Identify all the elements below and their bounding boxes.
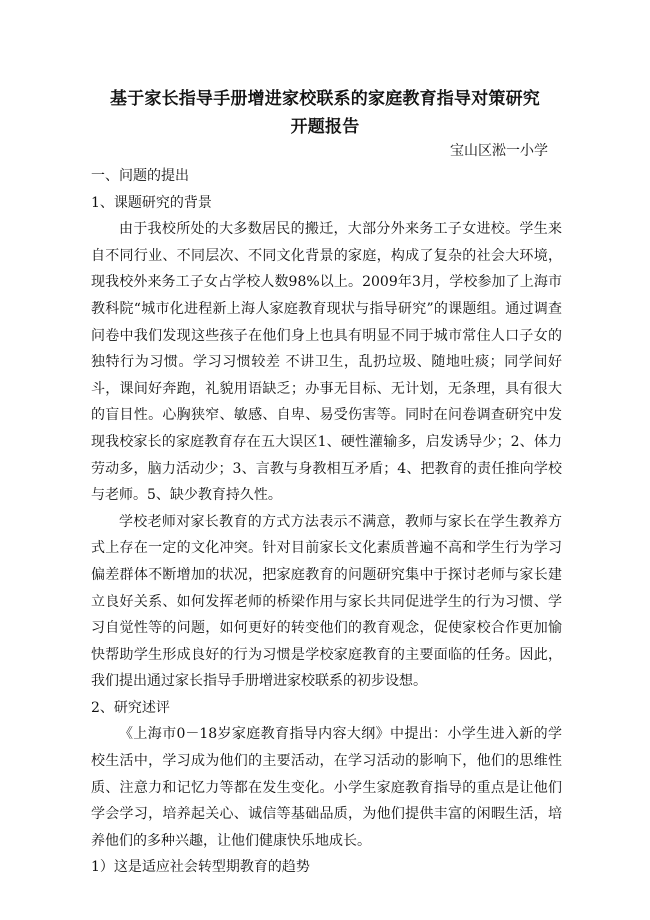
document-body (91, 163, 562, 881)
subsection-heading-review: 2、研究述评 (91, 699, 170, 716)
subsection-heading-background: 1、课题研究的背景 (91, 194, 212, 211)
document-title: 基于家长指导手册增进家校联系的家庭教育指导对策研究 (110, 89, 540, 109)
author-school: 宝山区淞一小学 (450, 143, 548, 159)
document-subtitle: 开题报告 (290, 117, 360, 137)
paragraph-teacher-parent: 学校老师对家长教育的方式方法表示不满意，教师与家长在学生教养方式上存在一定的文化冲突。针对目前家长文化素质普遍不高和学生行为学习偏差群体不断增加的状况，把家庭教育的问题研究集中于探讨老师与家长建立良好关系、如何发挥老师的桥梁作用与家长共同促进学生的行为习惯、学习自觉性等的问题，如何更好的转变他们的教育观念，促使家校合作更加愉快帮助学生形成良好的行为习惯是学校家庭教育的主要面临的任务。因此，我们提出通过家长指导手册增进家校联系的初步设想。 (91, 513, 562, 690)
section-heading: 一、问题的提出 (91, 168, 189, 184)
paragraph-review: 《上海市0－18岁家庭教育指导内容大纲》中提出：小学生进入新的学校生活中，学习成为他们的主要活动，在学习活动的影响下，他们的思维性质、注意力和记忆力等都在发生变化。小学生家庭教育指导的重点是让他们学会学习，培养起关心、诚信等基础品质，为他们提供丰富的闲暇生活，培养他们的多种兴趣，让他们健康快乐地成长。 (91, 726, 562, 849)
paragraph-background: 由于我校所处的大多数居民的搬迁，大部分外来务工子女进校。学生来自不同行业、不同层次、不同文化背景的家庭，构成了复杂的社会大环境，现我校外来务工子女占学校人数98%以上。2009年3月，学校参加了上海市教科院“城市化进程新上海人家庭教育现状与指导研究”的课题组。通过调查问卷中我们发现这些孩子在他们身上也具有明显不同于城市常住人口子女的独特行为习惯。学习习惯较差 不讲卫生，乱扔垃圾、随地吐痰；同学间好斗，课间好奔跑，礼貌用语缺乏；办事无目标、无计划，无条理，具有很大的盲目性。心胸狭窄、敏感、自卑、易受伤害等。同时在问卷调查研究中发现我校家长的家庭教育存在五大误区1、硬性灌输多，启发诱导少；2、体力劳动多，脑力活动少；3、言教与身教相互矛盾；4、把教育的责任推向学校与老师。5、缺少教育持久性。 (91, 221, 562, 504)
list-item-trend: 1）这是适应社会转型期教育的趋势 (91, 859, 310, 876)
